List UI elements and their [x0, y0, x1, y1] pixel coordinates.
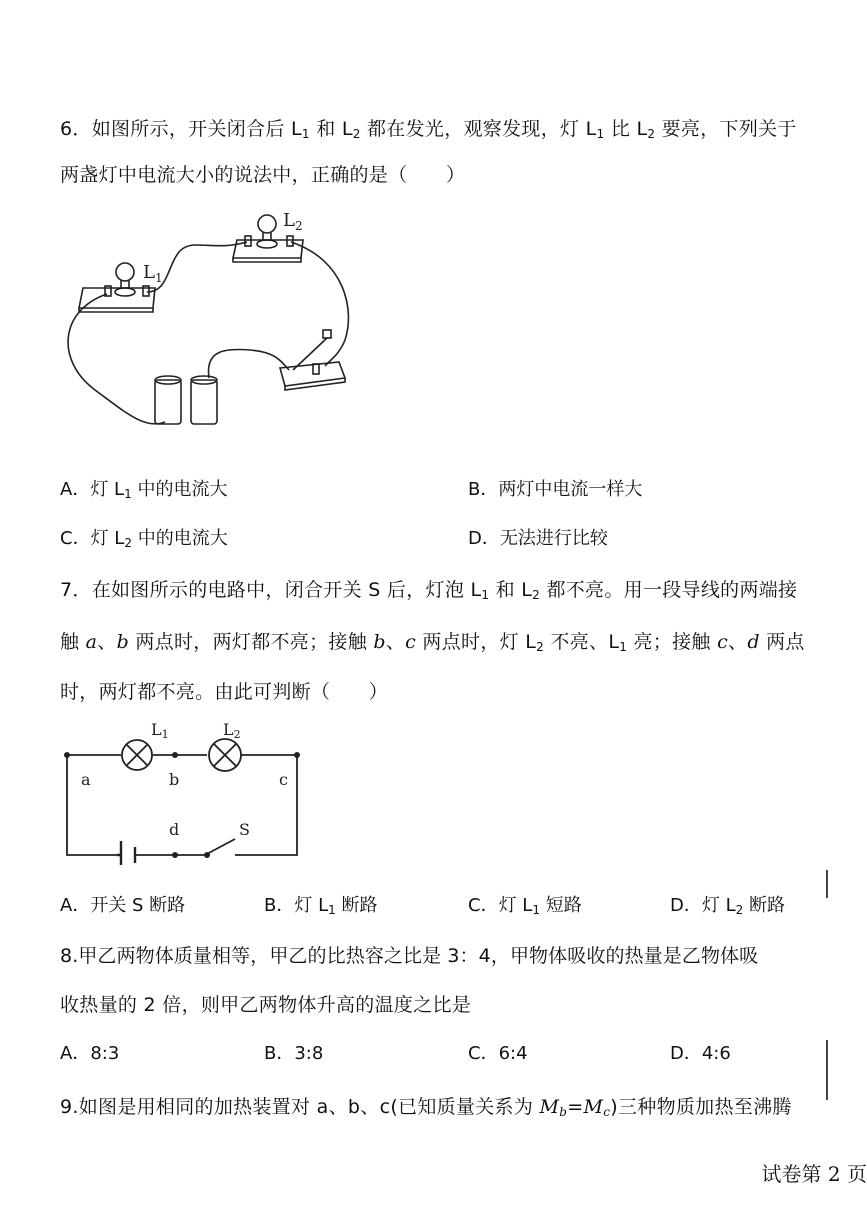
- scan-edge-mark: [826, 1040, 828, 1100]
- svg-text:c: c: [279, 770, 288, 789]
- q8-option-a[interactable]: A．8:3: [60, 1043, 120, 1064]
- q7-stem-line-3: 时，两灯都不亮。由此可判断（ ）: [60, 681, 389, 703]
- q6-stem-line-1: 6．如图所示，开关闭合后 $L_1$ 和 $L_2$ 都在发光，观察发现，灯 $L_1$ 比 $L_2$ 要亮，下列关于: [60, 118, 797, 141]
- scan-edge-mark: [826, 870, 828, 898]
- svg-text:L2: L2: [223, 720, 241, 741]
- q8-stem-line-1: 8.甲乙两物体质量相等，甲乙的比热容之比是 3：4，甲物体吸收的热量是乙物体吸: [60, 945, 759, 967]
- q8-option-c[interactable]: C．6:4: [468, 1043, 528, 1064]
- q6-option-a[interactable]: A．灯 $L_1$ 中的电流大: [60, 479, 228, 501]
- svg-text:L1: $L_1$: [143, 262, 163, 285]
- q7-stem-line-1: 7．在如图所示的电路中，闭合开关 S 后，灯泡 $L_1$ 和 $L_2$ 都不亮。用一段导线的两端接: [60, 579, 798, 602]
- q7-option-b[interactable]: B．灯 $L_1$ 断路: [264, 895, 378, 917]
- svg-text:S: S: [239, 820, 250, 839]
- q6-circuit-figure: [55, 200, 385, 440]
- q7-option-d[interactable]: D．灯 $L_2$ 断路: [670, 895, 785, 917]
- page-footer: 试卷第 2 页: [761, 1162, 867, 1186]
- svg-text:d: d: [169, 820, 180, 839]
- q9-stem-line-1: 9.如图是用相同的加热装置对 a、b、c(已知质量关系为 $M_b=M_c$)三种物质加热至沸腾: [60, 1096, 792, 1119]
- q6-option-c[interactable]: C．灯 $L_2$ 中的电流大: [60, 528, 228, 550]
- battery-2: [191, 380, 217, 424]
- q8-option-b[interactable]: B．3:8: [264, 1043, 324, 1064]
- q8-stem-line-2: 收热量的 2 倍，则甲乙两物体升高的温度之比是: [60, 994, 472, 1016]
- wire-battery-switch: [208, 349, 289, 378]
- l1-bulb-icon: [116, 263, 134, 281]
- svg-text:L1: L1: [151, 720, 169, 741]
- battery-1: [155, 380, 181, 424]
- left-wire: [67, 755, 117, 855]
- q7-stem-line-2: 触 a、b 两点时，两灯都不亮；接触 b、c 两点时，灯 $L_2$ 不亮、$L_1$ 亮；接触 c、d 两点: [60, 631, 805, 654]
- svg-text:a: a: [81, 770, 91, 789]
- svg-text:b: b: [169, 770, 180, 789]
- q8-option-d[interactable]: D．4:6: [670, 1043, 731, 1064]
- wire-l1-battery: [68, 294, 165, 424]
- battery-icon: [117, 841, 135, 865]
- q7-option-c[interactable]: C．灯 $L_1$ 短路: [468, 895, 582, 917]
- svg-text:L2: $L_2$: [283, 210, 303, 233]
- switch-s: [175, 839, 235, 855]
- q6-stem-line-2: 两盏灯中电流大小的说法中，正确的是（ ）: [60, 164, 466, 186]
- q7-option-a[interactable]: A．开关 S 断路: [60, 895, 186, 916]
- q6-option-b[interactable]: B．两灯中电流一样大: [468, 479, 643, 500]
- q6-option-d[interactable]: D．无法进行比较: [468, 528, 608, 549]
- l2-bulb-icon: [258, 215, 276, 233]
- right-wire: [241, 755, 297, 855]
- q7-circuit-figure: [55, 715, 315, 865]
- wire-l2-switch: [291, 242, 348, 366]
